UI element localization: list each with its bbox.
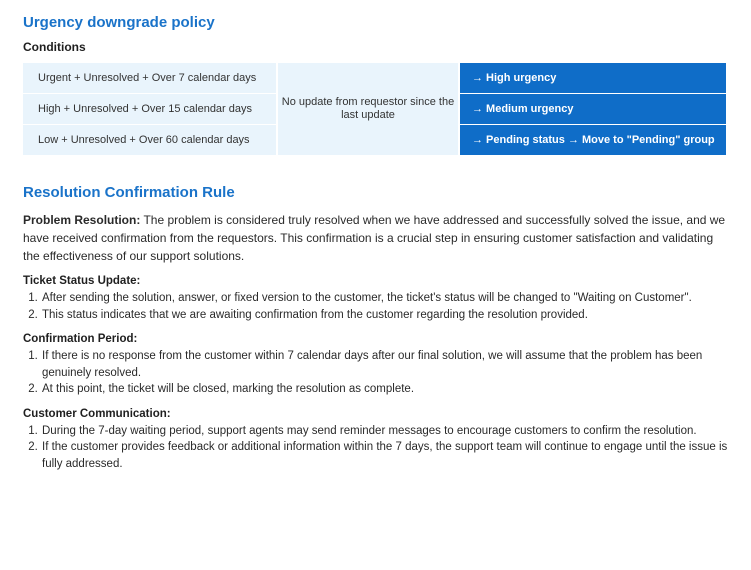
intro-paragraph <box>23 211 728 265</box>
list-item: 1. During the 7-day waiting period, support agents may send reminder messages to encourage customers to confirm the resolution. <box>41 423 728 440</box>
rule-title: Resolution Confirmation Rule <box>23 184 235 201</box>
list-item: 2. This status indicates that we are awaiting confirmation from the customer regarding the resolution provided. <box>41 307 728 324</box>
table-row <box>23 63 726 94</box>
numbered-list <box>23 423 728 473</box>
outcome-cell: → High urgency <box>459 63 726 94</box>
numbered-list <box>23 290 728 323</box>
outcome-cell: → Pending status → Move to "Pending" group <box>459 125 726 156</box>
conditions-table <box>23 63 726 155</box>
list-item: 1. After sending the solution, answer, or fixed version to the customer, the ticket's status will be changed to "Waiting on Customer". <box>41 290 728 307</box>
outcome-cell: → Medium urgency <box>459 94 726 125</box>
intro-label: Problem Resolution: <box>23 213 141 227</box>
policy-title: Urgency downgrade policy <box>23 14 215 31</box>
list-item: 2. At this point, the ticket will be closed, marking the resolution as complete. <box>41 381 728 398</box>
section-heading: Ticket Status Update: <box>23 275 141 287</box>
section-heading: Confirmation Period: <box>23 333 138 345</box>
condition-cell: Urgent + Unresolved + Over 7 calendar days <box>23 63 277 94</box>
condition-cell: High + Unresolved + Over 15 calendar days <box>23 94 277 125</box>
intro-text: The problem is considered truly resolved when we have addressed and successfully solved the issue, and we have received confirmation from the requestors. This confirmation is a crucial step in ensuring customer satisfaction and validating the effectiveness of our support solutions. <box>23 213 726 263</box>
conditions-label: Conditions <box>23 40 86 54</box>
numbered-list <box>23 348 728 398</box>
list-item: 2. If the customer provides feedback or additional information within the 7 days, the support team will continue to engage until the issue is fully addressed. <box>41 439 728 472</box>
shared-condition-cell: No update from requestor since the last update <box>277 63 459 155</box>
list-item: 1. If there is no response from the customer within 7 calendar days after our final solution, we will assume that the problem has been genuinely resolved. <box>41 348 728 381</box>
condition-cell: Low + Unresolved + Over 60 calendar days <box>23 125 277 156</box>
section-heading: Customer Communication: <box>23 407 171 420</box>
